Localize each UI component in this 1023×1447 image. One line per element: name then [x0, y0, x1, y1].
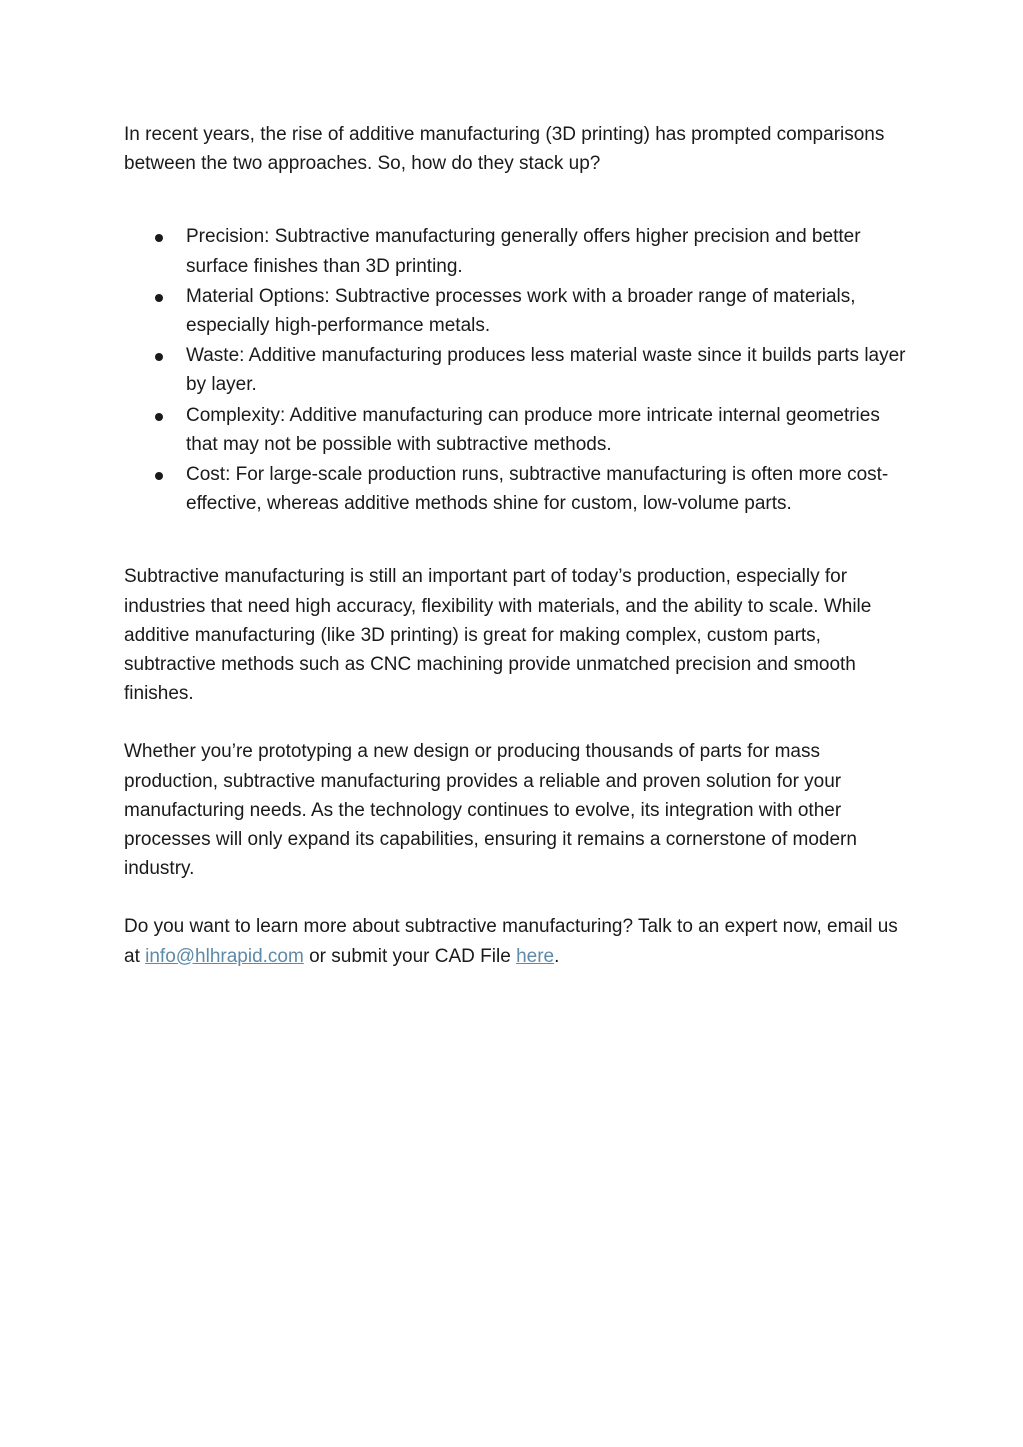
list-item-text: Waste: Additive manufacturing produces less material waste since it builds parts layer by layer.: [186, 345, 906, 396]
list-item: [124, 282, 906, 340]
summary-paragraph: Subtractive manufacturing is still an important part of today’s production, especially for industries that need high accuracy, flexibility with materials, and the ability to scale. While additive manufacturing (like 3D printing) is great for making complex, custom parts, subtractive methods such as CNC machining provide unmatched precision and smooth finishes.: [124, 566, 872, 705]
contact-paragraph: [124, 912, 906, 970]
list-item: [124, 222, 906, 280]
list-item-text: Complexity: Additive manufacturing can produce more intricate internal geometries that may not be possible with subtractive methods.: [186, 404, 880, 455]
list-item: [124, 401, 906, 459]
bullet-icon: [155, 353, 163, 361]
conclusion-paragraph: Whether you’re prototyping a new design or producing thousands of parts for mass production, subtractive manufacturing provides a reliable and proven solution for your manufacturing needs. As the technology continues to evolve, its integration with other processes will only expand its capabilities, ensuring it remains a cornerstone of modern industry.: [124, 741, 857, 880]
comparison-list: [124, 222, 906, 518]
bullet-icon: [155, 234, 163, 242]
list-item: [124, 341, 906, 399]
intro-paragraph: In recent years, the rise of additive manufacturing (3D printing) has prompted comparisons between the two approaches. So, how do they stack up?: [124, 124, 885, 175]
contact-text-middle: or submit your CAD File: [303, 945, 517, 967]
contact-text-before: Do you want to learn more about subtractive manufacturing? Talk to an expert now, email us at: [124, 916, 898, 967]
contact-text-after: .: [554, 945, 560, 967]
list-item-text: Cost: For large-scale production runs, subtractive manufacturing is often more cost-effective, whereas additive methods shine for custom, low-volume parts.: [186, 464, 889, 515]
document-page: [124, 120, 906, 1000]
email-link[interactable]: info@hlhrapid.com: [145, 945, 304, 967]
list-item-text: Material Options: Subtractive processes work with a broader range of materials, especially high-performance metals.: [186, 285, 856, 337]
bullet-icon: [155, 472, 163, 480]
list-item: [124, 460, 906, 518]
cad-file-link[interactable]: here: [516, 945, 555, 967]
list-item-text: Precision: Subtractive manufacturing generally offers higher precision and better surface finishes than 3D printing.: [186, 226, 861, 277]
bullet-icon: [155, 413, 163, 421]
bullet-icon: [155, 294, 163, 302]
